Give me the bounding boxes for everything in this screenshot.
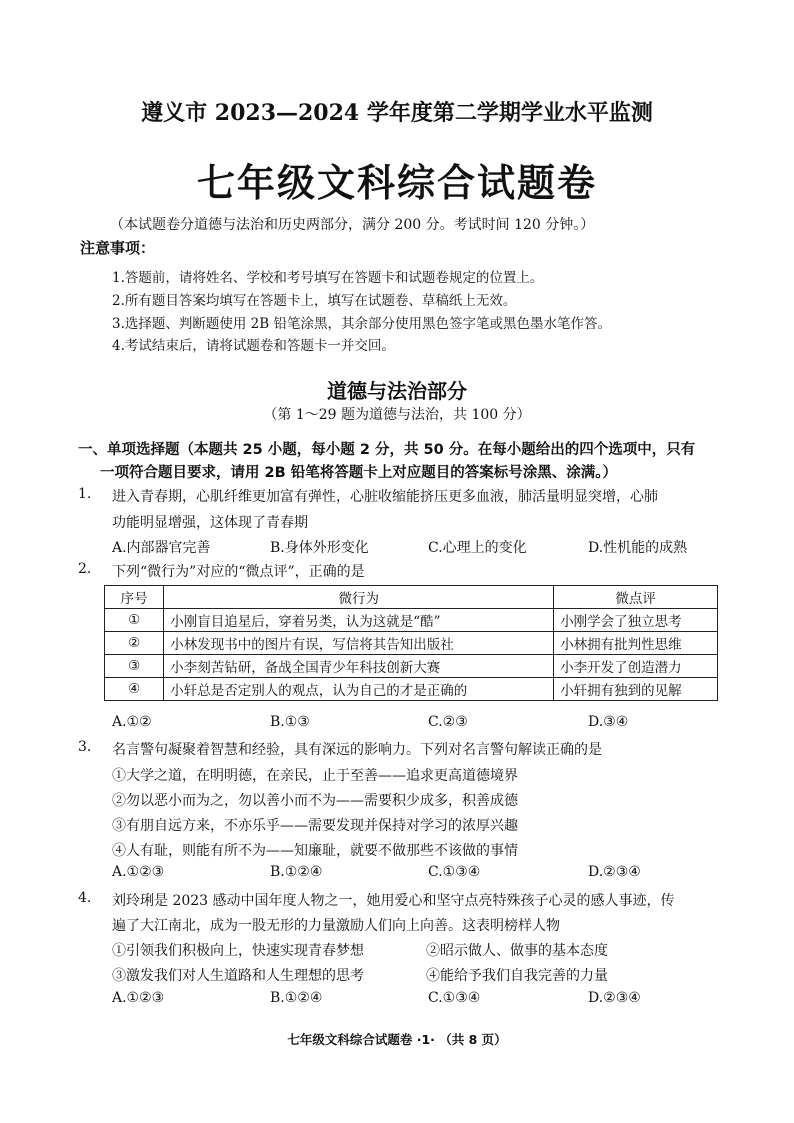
question-number: 3. [78, 739, 92, 755]
option-d: D.性机能的成熟 [588, 540, 688, 556]
table-cell: 小林发现书中的图片有误，写信将其告知出版社 [164, 632, 554, 655]
option-c: C.②③ [428, 714, 468, 730]
question-text: 功能明显增强，这体现了青春期 [112, 515, 308, 531]
table-cell: ④ [105, 678, 164, 701]
table-cell: 小刚盲目追星后，穿着另类，认为这就是“酷” [164, 609, 554, 632]
option-d: D.②③④ [588, 864, 641, 880]
option-d: D.③④ [588, 714, 629, 730]
part-heading: 一、单项选择题（本题共 25 小题，每小题 2 分，共 50 分。在每小题给出的四个选项中，只有 [78, 442, 696, 458]
question-number: 2. [78, 561, 92, 577]
section-subtitle: （第 1～29 题为道德与法治，共 100 分） [263, 407, 531, 423]
option-b: B.①②④ [270, 990, 323, 1006]
table-cell: 小轩拥有独到的见解 [554, 678, 718, 701]
section-title: 道德与法治部分 [327, 379, 467, 403]
table-row [105, 632, 718, 655]
option-b: B.①②④ [270, 864, 323, 880]
statement-item: ④能给予我们自我完善的力量 [426, 968, 608, 984]
statement-item: ②勿以恶小而为之，勿以善小而不为——需要积少成多，积善成德 [112, 793, 518, 809]
notice-item: 4.考试结束后，请将试题卷和答题卡一并交回。 [112, 338, 395, 354]
table-cell: 小刚学会了独立思考 [554, 609, 718, 632]
question-text: 遍了大江南北，成为一股无形的力量激励人们向上向善。这表明榜样人物 [112, 918, 560, 934]
question-text: 刘玲琍是 2023 感动中国年度人物之一，她用爱心和坚守点亮特殊孩子心灵的感人事迹，传 [112, 893, 675, 909]
option-a: A.①② [112, 714, 152, 730]
option-c: C.①③④ [428, 990, 481, 1006]
table-header-row [105, 586, 718, 609]
question-number: 4. [78, 890, 92, 906]
table-header: 微点评 [554, 586, 718, 609]
table-cell: ③ [105, 655, 164, 678]
option-a: A.内部器官完善 [112, 540, 211, 556]
exam-title-line1: 遵义市 2023—2024 学年度第二学期学业水平监测 [141, 100, 653, 126]
table-cell: 小李刻苦钻研，备战全国青少年科技创新大赛 [164, 655, 554, 678]
option-b: B.身体外形变化 [270, 540, 369, 556]
question-text: 进入青春期，心肌纤维更加富有弹性，心脏收缩能挤压更多血液，肺活量明显突增，心肺 [112, 489, 658, 505]
statement-item: ①大学之道，在明明德，在亲民，止于至善——追求更高道德境界 [112, 768, 518, 784]
exam-title-main: 七年级文科综合试题卷 [196, 161, 597, 205]
table-header: 微行为 [164, 586, 554, 609]
page-footer: 七年级文科综合试题卷 ·1· （共 8 页） [287, 1032, 507, 1047]
statement-item: ④人有耻，则能有所不为——知廉耻，就要不做那些不该做的事情 [112, 843, 518, 859]
exam-info: （本试题卷分道德与法治和历史两部分，满分 200 分。考试时间 120 分钟。） [110, 217, 595, 233]
option-c: C.①③④ [428, 864, 481, 880]
table-row [105, 678, 718, 701]
option-a: A.①②③ [112, 864, 165, 880]
option-b: B.①③ [270, 714, 310, 730]
table-cell: 小林拥有批判性思维 [554, 632, 718, 655]
question-text: 名言警句凝聚着智慧和经验，具有深远的影响力。下列对名言警句解读正确的是 [112, 742, 602, 758]
table-header: 序号 [105, 586, 164, 609]
notice-item: 3.选择题、判断题使用 2B 铅笔涂黑，其余部分使用黑色签字笔或黑色墨水笔作答。 [112, 316, 611, 332]
statement-item: ③有朋自远方来，不亦乐乎——需要发现并保持对学习的浓厚兴趣 [112, 818, 518, 834]
table-cell: 小轩总是否定别人的观点，认为自己的才是正确的 [164, 678, 554, 701]
notice-item: 1.答题前，请将姓名、学校和考号填写在答题卡和试题卷规定的位置上。 [112, 270, 544, 286]
notice-title: 注意事项： [80, 239, 156, 257]
table-cell: ② [105, 632, 164, 655]
statement-item: ②昭示做人、做事的基本态度 [426, 943, 608, 959]
statement-item: ③激发我们对人生道路和人生理想的思考 [112, 968, 364, 984]
option-d: D.②③④ [588, 990, 641, 1006]
table-cell: ① [105, 609, 164, 632]
table-row [105, 609, 718, 632]
notice-item: 2.所有题目答案均填写在答题卡上，填写在试题卷、草稿纸上无效。 [112, 293, 517, 309]
table-row [105, 655, 718, 678]
table-cell: 小李开发了创造潜力 [554, 655, 718, 678]
question-text: 下列“微行为”对应的“微点评”，正确的是 [112, 564, 365, 580]
part-heading-cont: 一项符合题目要求，请用 2B 铅笔将答题卡上对应题目的答案标号涂黑、涂满。） [100, 465, 617, 481]
behavior-comment-table [104, 585, 718, 701]
statement-item: ①引领我们积极向上，快速实现青春梦想 [112, 943, 364, 959]
option-c: C.心理上的变化 [428, 540, 527, 556]
option-a: A.①②③ [112, 990, 165, 1006]
question-number: 1. [78, 486, 92, 502]
